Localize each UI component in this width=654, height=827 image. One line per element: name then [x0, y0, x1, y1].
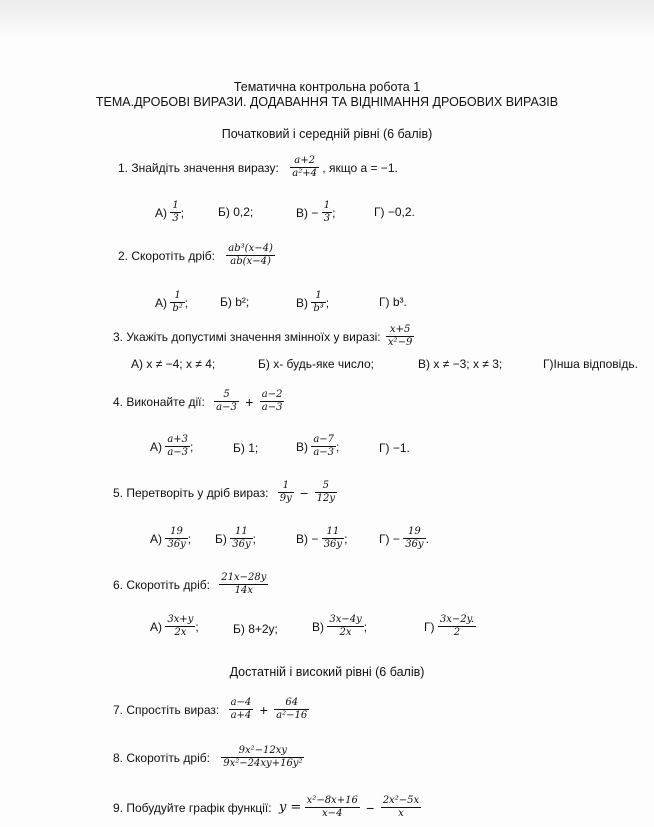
q6-option-d: Г) $\frac{3x-2y.}{2}$ — [424, 614, 475, 638]
question-6-text: 6. Скоротіть дріб: — [113, 577, 210, 592]
test-title: Тематична контрольна робота 1 — [233, 80, 421, 94]
q1-option-a: А) $\frac{1}{3}$ ; — [155, 200, 185, 224]
q5-option-a: А) $\frac{19}{36y}$ ; — [150, 526, 192, 550]
question-5-text: 5. Перетворіть у дріб вираз: — [113, 485, 269, 500]
q2-option-b: Б) b²; — [220, 295, 250, 309]
question-9-text: 9. Побудуйте графік функції: — [113, 800, 272, 815]
q4-option-a: А) $\frac{a+3}{a-3}$ ; — [150, 434, 194, 458]
question-3-text: 3. Укажіть допустимі значення змінноїx у виразі: — [113, 329, 381, 344]
question-2-text: 2. Скоротіть дріб: — [118, 248, 215, 263]
q3-option-c: В) x ≠ −3; x ≠ 3; — [418, 357, 503, 371]
q3-option-a: А) x ≠ −4; x ≠ 4; — [131, 357, 216, 371]
q1-option-d: Г) −0,2. — [374, 205, 415, 219]
q6-option-c: В) $\frac{3x-4y}{2x}$ ; — [312, 614, 368, 638]
question-7: 7. Спростіть вираз: $\frac{a-4}{a+4}$ + $\frac{64}{\text{a²−16}}$ — [113, 697, 308, 721]
q2-option-d: Г) b³. — [379, 295, 407, 309]
q5-option-d: Г) − $\frac{19}{36y}$ . — [379, 526, 429, 550]
q5-option-b: Б) $\frac{11}{36y}$ ; — [215, 526, 256, 550]
question-6 — [113, 572, 268, 597]
question-7-text: 7. Спростіть вираз: — [113, 702, 220, 717]
q6-option-a: А) $\frac{3x+y}{2x}$ ; — [150, 614, 199, 638]
q1-option-c: В) − $\frac{1}{3}$ ; — [296, 200, 336, 224]
q1-option-b: Б) 0,2; — [218, 205, 254, 219]
question-3 — [113, 324, 414, 349]
question-5: 5. Перетворіть у дріб вираз: $\frac{1}{9y}$ − $\frac{5}{12y}$ — [113, 480, 336, 504]
q2-option-a: А) $\frac{1}{\text{b²}}$ ; — [155, 290, 189, 314]
question-9: 9. Побудуйте графік функції: y = $\frac{\text{x²−8x+16}}{x-4}$ − $\frac{\text{2x²−5x}}{x}$ — [113, 795, 420, 819]
q2-option-c: В) $\frac{1}{\text{b³}}$ ; — [296, 290, 330, 314]
question-8-fraction: $\frac{\text{9x²−12xy}}{\text{9x²−24xy+16y²}}$ — [223, 745, 303, 769]
q6-option-b: Б) 8+2y; — [233, 622, 278, 636]
question-1 — [118, 155, 398, 180]
question-4-text: 4. Виконайте дії: — [113, 394, 205, 409]
question-8-text: 8. Скоротіть дріб: — [113, 750, 210, 765]
q4-option-d: Г) −1. — [379, 441, 410, 455]
q3-option-d: Г)Інша відповідь. — [543, 357, 638, 371]
question-3-fraction: $\frac{x+5}{\text{x²−9}}$ — [387, 324, 413, 348]
page-shadow — [0, 0, 654, 40]
question-4: 4. Виконайте дії: $\frac{5}{a-3}$ + $\frac{a-2}{a-3}$ — [113, 389, 283, 413]
question-2 — [118, 243, 275, 268]
section-heading-basic: Початковий і середній рівні (6 балів) — [221, 127, 433, 141]
question-6-fraction: $\frac{21x-28y}{14x}$ — [221, 572, 267, 596]
topic-title: ТЕМА.ДРОБОВІ ВИРАЗИ. ДОДАВАННЯ ТА ВІДНІМАННЯ ДРОБОВИХ ВИРАЗІВ — [95, 95, 559, 109]
question-1-condition: , якщо a = −1. — [322, 160, 398, 175]
question-1-text: 1. Знайдіть значення виразу: — [118, 160, 279, 175]
q3-option-b: Б) x- будь-яке число; — [258, 357, 374, 371]
q4-option-b: Б) 1; — [233, 441, 259, 455]
q4-option-c: В) $\frac{a-7}{a-3}$ ; — [296, 434, 340, 458]
question-1-fraction: $\frac{a+2}{\text{a²+4}}$ — [292, 155, 317, 179]
q5-option-c: В) − $\frac{11}{36y}$ ; — [296, 526, 348, 550]
question-8 — [113, 745, 304, 770]
question-2-fraction: $\frac{\text{ab³(x−4)}}{ab(x-4)}$ — [228, 243, 273, 267]
section-heading-advanced: Достатній і високий рівні (6 балів) — [229, 665, 425, 679]
